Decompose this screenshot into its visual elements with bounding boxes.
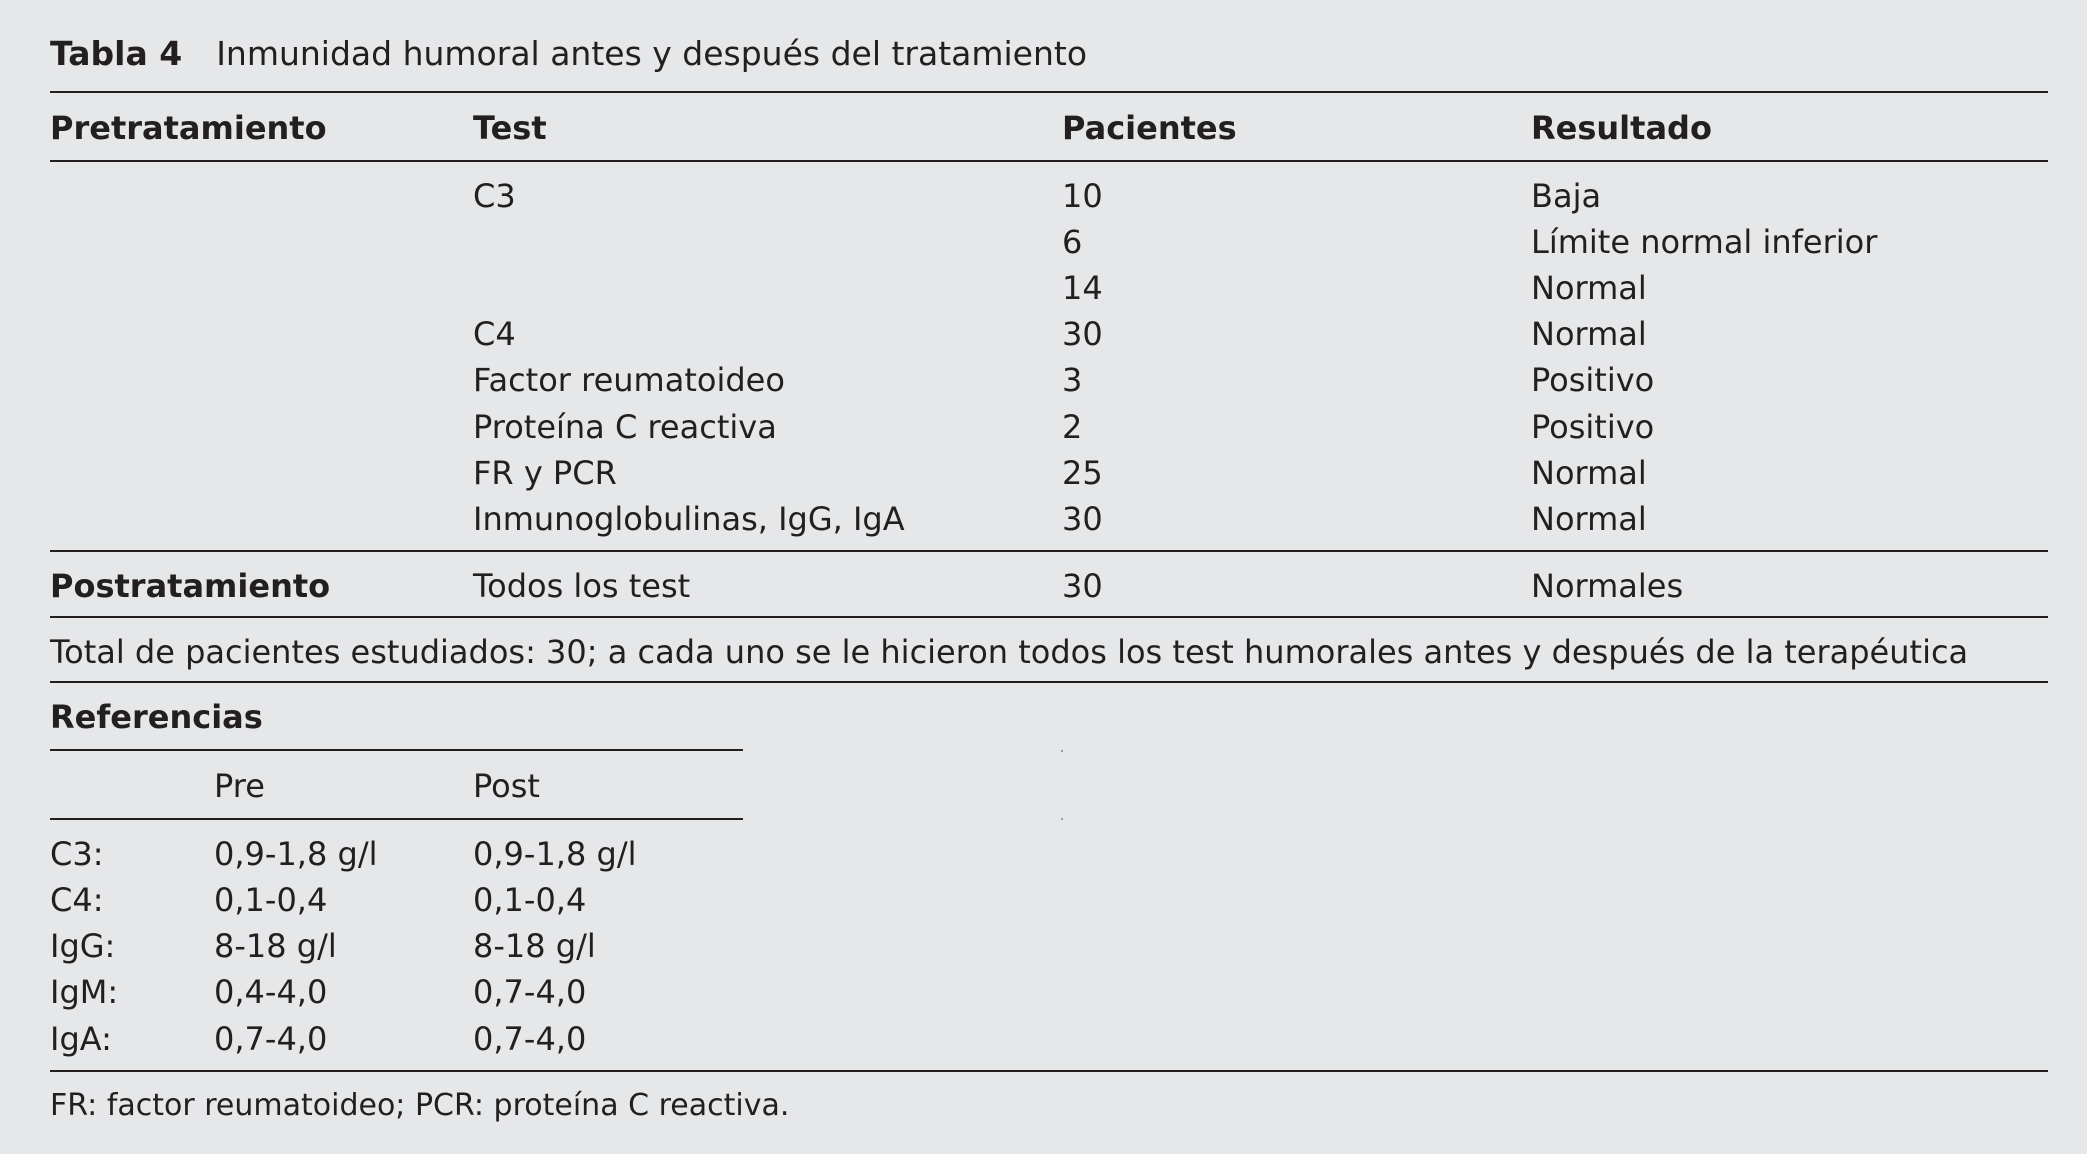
rule-top [50, 91, 2048, 93]
ref-header-post: Post [473, 767, 540, 805]
ref-pre: 0,4-4,0 [214, 973, 328, 1011]
cell-result: Límite normal inferior [1531, 223, 1878, 261]
header-test: Test [473, 109, 547, 147]
ref-post: 0,1-0,4 [473, 881, 587, 919]
cell-patients: 30 [1062, 567, 1103, 605]
rule-mid [50, 550, 2048, 552]
ref-name: C3: [50, 835, 104, 873]
cell-test: C4 [473, 315, 516, 353]
ref-name: IgA: [50, 1020, 112, 1058]
cell-patients: 10 [1062, 177, 1103, 215]
cell-patients: 6 [1062, 223, 1083, 261]
rule-total [50, 681, 2048, 683]
header-pretratamiento: Pretratamiento [50, 109, 327, 147]
cell-result: Normales [1531, 567, 1684, 605]
cell-test: FR y PCR [473, 454, 617, 492]
footnote: FR: factor reumatoideo; PCR: proteína C reactiva. [50, 1088, 790, 1123]
header-pacientes: Pacientes [1062, 109, 1237, 147]
stray-mark [1061, 818, 1063, 820]
rule-ref-header [50, 818, 743, 820]
ref-pre: 0,9-1,8 g/l [214, 835, 378, 873]
cell-patients: 30 [1062, 315, 1103, 353]
ref-pre: 0,1-0,4 [214, 881, 328, 919]
ref-post: 0,9-1,8 g/l [473, 835, 637, 873]
references-title: Referencias [50, 698, 263, 736]
ref-post: 0,7-4,0 [473, 973, 587, 1011]
cell-patients: 30 [1062, 500, 1103, 538]
cell-result: Positivo [1531, 408, 1655, 446]
ref-name: IgM: [50, 973, 119, 1011]
rule-header [50, 160, 2048, 162]
cell-result: Normal [1531, 454, 1647, 492]
cell-result: Normal [1531, 315, 1647, 353]
stray-mark [1061, 750, 1063, 752]
table-caption [50, 34, 1087, 74]
ref-pre: 8-18 g/l [214, 927, 337, 965]
cell-result: Normal [1531, 269, 1647, 307]
table-label: Tabla 4 [50, 34, 183, 73]
cell-patients: 3 [1062, 361, 1083, 399]
ref-post: 0,7-4,0 [473, 1020, 587, 1058]
cell-patients: 14 [1062, 269, 1103, 307]
rule-ref-top [50, 749, 743, 751]
cell-result: Normal [1531, 500, 1647, 538]
cell-result: Baja [1531, 177, 1602, 215]
cell-patients: 25 [1062, 454, 1103, 492]
rule-post [50, 616, 2048, 618]
table-title: Inmunidad humoral antes y después del tratamiento [216, 34, 1088, 73]
ref-name: IgG: [50, 927, 116, 965]
cell-test: Factor reumatoideo [473, 361, 785, 399]
ref-header-pre: Pre [214, 767, 265, 805]
cell-test: Todos los test [473, 567, 691, 605]
cell-result: Positivo [1531, 361, 1655, 399]
rule-bottom [50, 1070, 2048, 1072]
cell-patients: 2 [1062, 408, 1083, 446]
cell-group-post: Postratamiento [50, 567, 331, 605]
header-resultado: Resultado [1531, 109, 1712, 147]
cell-test: C3 [473, 177, 516, 215]
total-note: Total de pacientes estudiados: 30; a cada uno se le hicieron todos los test humorales antes y después de la terapéutica [50, 633, 1969, 671]
ref-post: 8-18 g/l [473, 927, 596, 965]
cell-test: Inmunoglobulinas, IgG, IgA [473, 500, 905, 538]
ref-pre: 0,7-4,0 [214, 1020, 328, 1058]
ref-name: C4: [50, 881, 104, 919]
cell-test: Proteína C reactiva [473, 408, 777, 446]
